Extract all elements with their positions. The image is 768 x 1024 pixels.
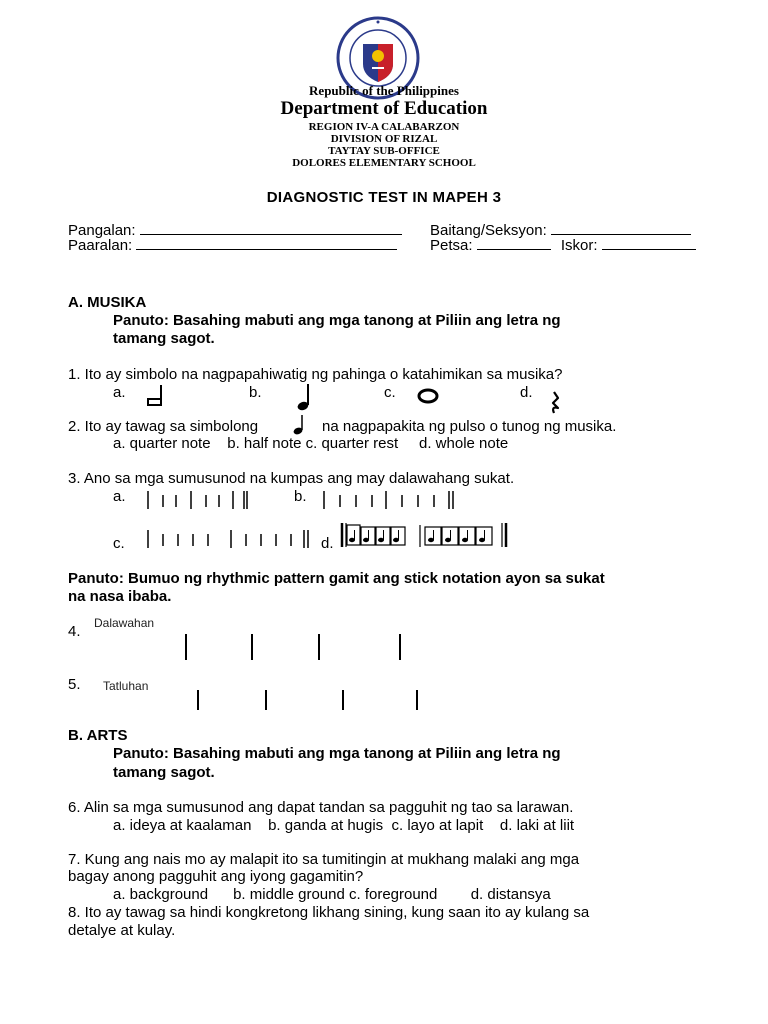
- date-blank[interactable]: [477, 237, 551, 250]
- school-field[interactable]: [68, 237, 397, 254]
- q4-measure-bars: [180, 632, 420, 662]
- quarter-note-icon: [292, 414, 306, 436]
- q3-option-a-stick-notation: [146, 489, 256, 511]
- republic-line: Republic of the Philippines: [309, 83, 459, 98]
- question-8-line-1: 8. Ito ay tawag sa hindi kongkretong likhang sining, kung saan ito ay kulang sa: [68, 904, 590, 921]
- suboffice-line: TAYTAY SUB-OFFICE: [328, 145, 440, 157]
- q3-choice-b-label[interactable]: b.: [294, 488, 307, 505]
- question-2-part-2: na nagpapakita ng pulso o tunog ng musika.: [322, 418, 617, 435]
- q3-choice-d-label[interactable]: d.: [321, 535, 334, 552]
- school-blank[interactable]: [136, 237, 397, 250]
- q2-choices[interactable]: a. quarter note b. half note c. quarter rest d. whole note: [113, 435, 509, 452]
- whole-note-icon: [417, 388, 441, 404]
- question-4-number: 4.: [68, 623, 81, 640]
- q1-choice-a-label[interactable]: a.: [113, 384, 126, 401]
- date-score-field[interactable]: [430, 237, 696, 254]
- grade-blank[interactable]: [551, 222, 691, 235]
- region-line: REGION IV-A CALABARZON: [308, 121, 460, 133]
- q5-meter-label: Tatluhan: [103, 679, 149, 693]
- grade-label: Baitang/Seksyon:: [430, 222, 547, 239]
- score-blank[interactable]: [602, 237, 696, 250]
- q7-choices[interactable]: a. background b. middle ground c. foreground d. distansya: [113, 886, 551, 903]
- section-a-heading: A. MUSIKA: [68, 294, 147, 311]
- q1-choice-d-label[interactable]: d.: [520, 384, 533, 401]
- section-a-instruction-1: Panuto: Basahing mabuti ang mga tanong at Piliin ang letra ng: [113, 312, 561, 329]
- name-label: Pangalan:: [68, 222, 136, 239]
- question-6: 6. Alin sa mga sumusunod ang dapat tandan sa pagguhit ng tao sa larawan.: [68, 799, 574, 816]
- name-blank[interactable]: [140, 222, 402, 235]
- question-8-line-2: detalye at kulay.: [68, 922, 176, 939]
- question-3: 3. Ano sa mga sumusunod na kumpas ang may dalawahang sukat.: [68, 470, 515, 487]
- department-name: Department of Education: [280, 98, 488, 119]
- section-a-instruction-2: tamang sagot.: [113, 330, 215, 347]
- q1-choice-c-label[interactable]: c.: [384, 384, 396, 401]
- question-2-part-1: 2. Ito ay tawag sa simbolong: [68, 418, 259, 435]
- question-7-line-2: bagay anong pagguhit ang iyong gagamitin?: [68, 868, 364, 885]
- question-7-line-1: 7. Kung ang nais mo ay malapit ito sa tumitingin at mukhang malaki ang mga: [68, 851, 580, 868]
- section-b-heading: B. ARTS: [68, 727, 128, 744]
- q3-option-d-note-measures: [340, 521, 514, 549]
- q3-option-b-stick-notation: [322, 489, 472, 511]
- rhythm-instruction-1: Panuto: Bumuo ng rhythmic pattern gamit ang stick notation ayon sa sukat: [68, 570, 605, 587]
- date-label: Petsa:: [430, 237, 473, 254]
- rhythm-instruction-2: na nasa ibaba.: [68, 588, 172, 605]
- q3-choice-c-label[interactable]: c.: [113, 535, 125, 552]
- section-b-instruction-1: Panuto: Basahing mabuti ang mga tanong at Piliin ang letra ng: [113, 745, 561, 762]
- q3-option-c-stick-notation: [146, 528, 316, 550]
- q5-measure-bars: [190, 688, 430, 714]
- half-note-icon: [296, 383, 316, 413]
- division-line: DIVISION OF RIZAL: [330, 133, 438, 145]
- score-label: Iskor:: [560, 237, 598, 254]
- test-title: DIAGNOSTIC TEST IN MAPEH 3: [266, 189, 502, 206]
- q4-meter-label: Dalawahan: [94, 616, 155, 630]
- half-rest-icon: [145, 383, 165, 409]
- q3-choice-a-label[interactable]: a.: [113, 488, 126, 505]
- quarter-rest-icon: [549, 391, 563, 415]
- section-b-instruction-2: tamang sagot.: [113, 764, 215, 781]
- q6-choices[interactable]: a. ideya at kaalaman b. ganda at hugis c. layo at lapit d. laki at liit: [113, 817, 575, 834]
- school-line: DOLORES ELEMENTARY SCHOOL: [292, 157, 476, 169]
- q1-choice-b-label[interactable]: b.: [249, 384, 262, 401]
- school-label: Paaralan:: [68, 237, 133, 254]
- question-1: 1. Ito ay simbolo na nagpapahiwatig ng pahinga o katahimikan sa musika?: [68, 366, 563, 383]
- question-5-number: 5.: [68, 676, 81, 693]
